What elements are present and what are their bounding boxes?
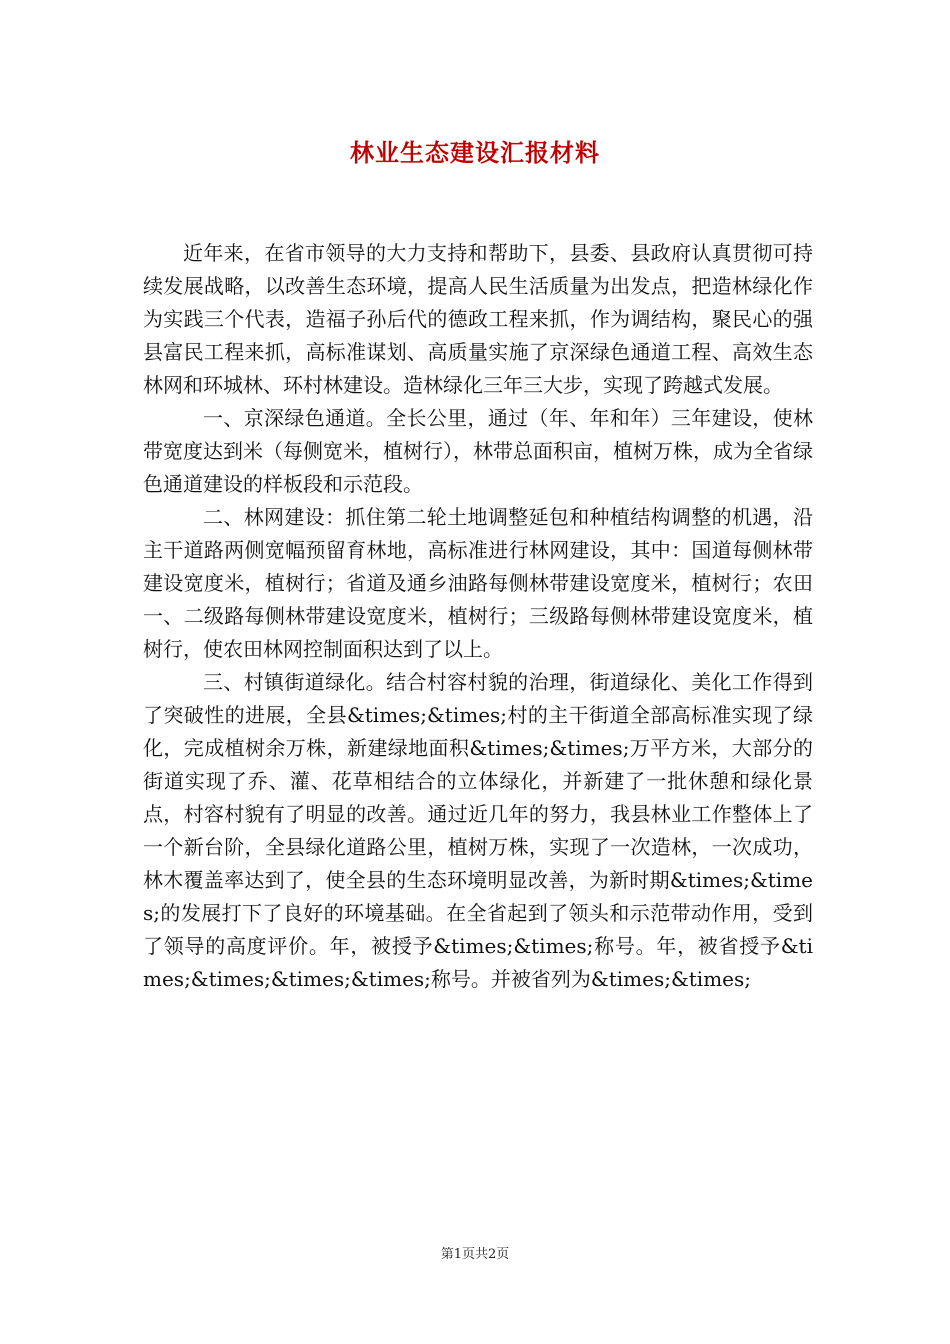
paragraph-intro: 近年来，在省市领导的大力支持和帮助下，县委、县政府认真贯彻可持续发展战略，以改善生态环境，提高人民生活质量为出发点，把造林绿化作为实践三个代表，造福子孙后代的德政工程来抓，作为调结构，聚民心的强县富民工程来抓，高标准谋划、高质量实施了京深绿色通道工程、高效生态林网和环城林、环村林建设。造林绿化三年三大步，实现了跨越式发展。 — [143, 241, 813, 397]
page-number: 第1页共2页 — [440, 1247, 510, 1262]
document-body — [143, 237, 813, 996]
paragraph-section-1: 一、京深绿色通道。全长公里，通过（年、年和年）三年建设，使林带宽度达到米（每侧宽米，植树行），林带总面积亩，植树万株，成为全省绿色通道建设的样板段和示范段。 — [143, 406, 813, 496]
paragraph-section-3: 三、村镇街道绿化。结合村容村貌的治理，街道绿化、美化工作得到了突破性的进展，全县&times;&times;村的主干街道全部高标准实现了绿化，完成植树余万株，新建绿地面积&times;&times;万平方米，大部分的街道实现了乔、灌、花草相结合的立体绿化，并新建了一批休憩和绿化景点，村容村貌有了明显的改善。通过近几年的努力，我县林业工作整体上了一个新台阶，全县绿化道路公里，植树万株，实现了一次造林，一次成功，林木覆盖率达到了，使全县的生态环境明显改善，为新时期&times;&times;的发展打下了良好的环境基础。在全省起到了领头和示范带动作用，受到了领导的高度评价。年，被授予&times;&times;称号。年，被省授予&times;&times;&times;&times;称号。并被省列为&times;&times; — [143, 670, 813, 991]
document-title: 林业生态建设汇报材料 — [350, 138, 600, 167]
paragraph-section-2: 二、林网建设：抓住第二轮土地调整延包和种植结构调整的机遇，沿主干道路两侧宽幅预留育林地，高标准进行林网建设，其中：国道每侧林带建设宽度米，植树行；省道及通乡油路每侧林带建设宽度米，植树行；农田一、二级路每侧林带建设宽度米，植树行；三级路每侧林带建设宽度米，植树行，使农田林网控制面积达到了以上。 — [143, 505, 813, 661]
